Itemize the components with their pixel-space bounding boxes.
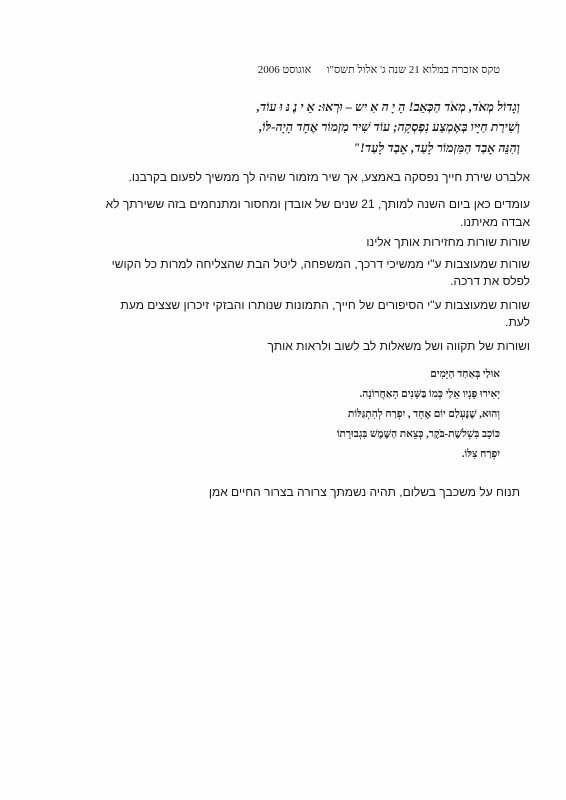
paragraph-line: עומדים כאן ביום השנה למותך, 21 שנים של אובדן ומחסור ומתנחמים בזה ששירתך לא [105,197,530,211]
poem-top-line: וְהִנֵּה אָבַד הַמִּזְמוֹר לָעַד, אָבַד לָעַד!" [353,141,520,155]
paragraph-line: אלברט שירת חייך נפסקה באמצע, אך שיר מזמור שהיה לך ממשיך לפעום בקרבנו. [128,170,530,184]
poem-bottom-line: יִפְרַח צִלּוֹ. [461,449,500,460]
poem-top-line: וְגָדוֹל מְאֹד, מְאֹד הַכְּאֵב! הָ יָ ה אִ יש – וּרְאוּ: אֵ י נֶ נּ וּ עוֹד, [256,100,520,114]
closing-blessing: תנוח על משכבך בשלום, תהיה נשמתך צרורה בצרור החיים אמן [208,485,520,499]
poem-top-line: וְשִׁירַת חַיָּיו בְּאֶמְצַע נִפְסְקָה; עוֹד שִׁיר מִזְמוֹר אֶחָד הָיָה-לּוֹ, [259,120,520,134]
paragraph-line: ושורות של תקווה ושל משאלות לב לשוב ולראות אותך [267,339,530,353]
paragraph-line: אבדה מאיתנו. [459,215,530,229]
paragraph-line: לעת. [505,315,530,329]
poem-bottom-line: יָאִירוּ פָּנָיו אֵלַי כְּמוֹ בַּשָּׁנִים הָאַחֲרוֹנָה. [359,389,500,400]
header-date: אוגוסט 2006 [257,64,312,76]
header-title: טקס אזכרה במלוא 21 שנה ג' אלול תשס"ו [326,64,500,76]
document-header [257,64,500,76]
paragraph-line: לפלס את דרכה. [450,274,530,288]
poem-bottom-line: כּוֹכָב בִּשְׁלֹשֶׁת-בֹּקֶר, כְּצֵאת הַשֶּׁמֶשׁ בִּגְבוּרָתוֹ [336,429,500,440]
poem-bottom-line: וְהוּא, שֶׁנֶּעְלַם יוֹם אֶחָד , יִפְרַח לְהִתְגַּלּוֹת [347,409,500,420]
poem-bottom-line: אוּלַי בְּאַחַד הַיָּמִים [430,369,500,380]
paragraph-line: שורות שמעוצבות ע"י ממשיכי דרכך, המשפחה, ליטל הבת שהצליחה למרות כל הקושי [111,257,530,271]
paragraph-line: שורות שמעוצבות ע"י הסיפורים של חייך, התמונות שנותרו והבזקי זיכרון שצצים מעת [120,298,530,312]
paragraph-line: שורות שורות מחזירות אותך אלינו [366,235,530,249]
